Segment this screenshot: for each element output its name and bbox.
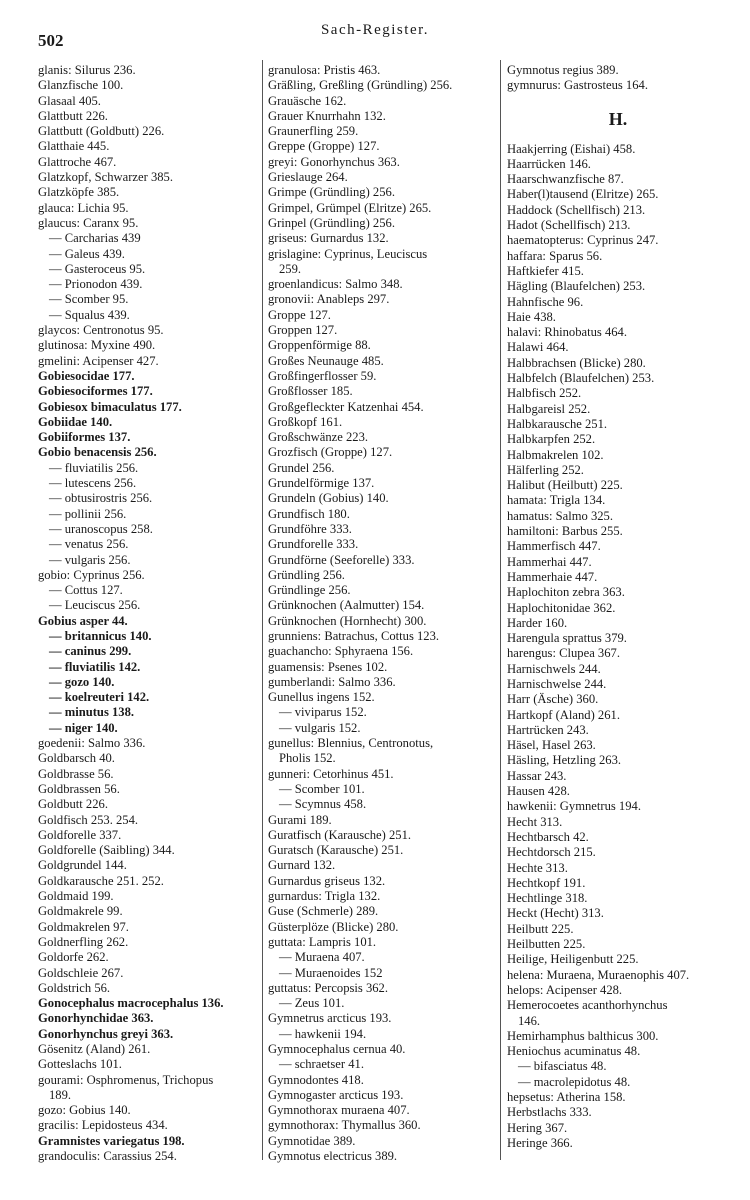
index-entry: Häsling, Hetzling 263. xyxy=(507,753,622,768)
index-entry: Hammerhai 447. xyxy=(507,554,592,569)
index-entry: gunneri: Cetorhinus 451. xyxy=(268,766,394,781)
index-entry: Goldorfe 262. xyxy=(38,950,109,965)
index-entry: gracilis: Lepidosteus 434. xyxy=(38,1118,168,1133)
index-entry: Hechtkopf 191. xyxy=(507,875,586,890)
index-entry: grislagine: Cyprinus, Leuciscus xyxy=(268,246,428,261)
index-entry: — Leuciscus 256. xyxy=(49,598,141,613)
index-entry: Grünknochen (Hornhecht) 300. xyxy=(268,613,427,628)
index-entry: Glatzkopf, Schwarzer 385. xyxy=(38,170,173,185)
index-entry: — Scymnus 458. xyxy=(279,797,367,812)
index-entry: — bifasciatus 48. xyxy=(518,1059,607,1074)
index-entry: goedenii: Salmo 336. xyxy=(38,736,146,751)
index-entry: Guratfisch (Karausche) 251. xyxy=(268,827,412,842)
index-entry: hamatus: Salmo 325. xyxy=(507,508,613,523)
index-entry: — Muraena 407. xyxy=(279,950,365,965)
index-entry: Gräßling, Greßling (Gründling) 256. xyxy=(268,78,453,93)
index-entry: Goldmaid 199. xyxy=(38,889,114,904)
index-entry: — fluviatilis 142. xyxy=(49,659,141,674)
index-entry: harengus: Clupea 367. xyxy=(507,646,620,661)
index-entry: Haakjerring (Eishai) 458. xyxy=(507,141,636,156)
index-entry: gurnardus: Trigla 132. xyxy=(268,889,381,904)
index-entry: Hammerfisch 447. xyxy=(507,539,601,554)
index-entry: Halbmakrelen 102. xyxy=(507,447,604,462)
index-entry: halavi: Rhinobatus 464. xyxy=(507,325,627,340)
index-entry: — Zeus 101. xyxy=(279,996,345,1011)
index-entry: Hausen 428. xyxy=(507,784,570,799)
index-entry: Grauer Knurrhahn 132. xyxy=(268,108,386,123)
index-entry: Halbkarpfen 252. xyxy=(507,432,596,447)
index-entry: — lutescens 256. xyxy=(49,476,137,491)
index-entry: hawkenii: Gymnetrus 194. xyxy=(507,799,641,814)
index-entry: Grundforelle 333. xyxy=(268,537,359,552)
index-entry: Herbstlachs 333. xyxy=(507,1105,592,1120)
index-entry: — macrolepidotus 48. xyxy=(518,1074,631,1089)
index-entry: Gründlinge 256. xyxy=(268,583,351,598)
index-entry: Großfingerflosser 59. xyxy=(268,368,377,383)
index-entry: Grundeln (Gobius) 140. xyxy=(268,491,389,506)
index-entry: Halbfelch (Blaufelchen) 253. xyxy=(507,371,655,386)
index-entry: Haddock (Schellfisch) 213. xyxy=(507,202,646,217)
index-entry: helops: Acipenser 428. xyxy=(507,982,623,997)
index-entry: Gurnard 132. xyxy=(268,858,336,873)
index-entry-continuation: 189. xyxy=(49,1087,72,1102)
index-entry: haffara: Sparus 56. xyxy=(507,248,603,263)
index-entry: glutinosa: Myxine 490. xyxy=(38,338,156,353)
index-entry: Harnischwels 244. xyxy=(507,661,601,676)
index-entry: Harder 160. xyxy=(507,615,568,630)
index-entry: Goldnerfling 262. xyxy=(38,934,129,949)
index-entry: Großgefleckter Katzenhai 454. xyxy=(268,399,424,414)
index-entry: Goldbrasse 56. xyxy=(38,766,114,781)
index-entry: — Squalus 439. xyxy=(49,307,130,322)
index-entry: Grieslauge 264. xyxy=(268,170,348,185)
index-entry: Güsterplöze (Blicke) 280. xyxy=(268,919,399,934)
index-entry: hamata: Trigla 134. xyxy=(507,493,606,508)
index-entry: Goldforelle 337. xyxy=(38,827,122,842)
index-entry: Groppen 127. xyxy=(268,323,338,338)
section-letter-heading: H. xyxy=(608,108,628,129)
index-entry: gmelini: Acipenser 427. xyxy=(38,353,159,368)
index-entry: — Cottus 127. xyxy=(49,583,123,598)
index-entry: — fluviatilis 256. xyxy=(49,460,139,475)
index-entry: hamiltoni: Barbus 255. xyxy=(507,524,623,539)
index-entry: — niger 140. xyxy=(49,720,118,735)
index-entry: Grauäsche 162. xyxy=(268,93,347,108)
index-entry: Gymnotidae 389. xyxy=(268,1133,356,1148)
index-entry: Gymnothorax muraena 407. xyxy=(268,1103,410,1118)
index-entry: Goldfisch 253. 254. xyxy=(38,812,139,827)
index-entry: — caninus 299. xyxy=(49,644,132,659)
index-entry: guttatus: Percopsis 362. xyxy=(268,980,388,995)
page-header-title: Sach-Register. xyxy=(320,22,430,38)
index-entry: — Muraenoides 152 xyxy=(279,965,383,980)
column-divider-2 xyxy=(500,60,501,1160)
index-entry: griseus: Gurnardus 132. xyxy=(268,231,389,246)
index-entry: Haarrücken 146. xyxy=(507,156,591,171)
index-entry: grunniens: Batrachus, Cottus 123. xyxy=(268,628,440,643)
index-entry: glauca: Lichia 95. xyxy=(38,200,129,215)
index-entry: haematopterus: Cyprinus 247. xyxy=(507,233,659,248)
index-entry: — Carcharias 439 xyxy=(49,231,141,246)
index-entry: Hartrücken 243. xyxy=(507,722,589,737)
index-entry: Guratsch (Karausche) 251. xyxy=(268,843,404,858)
index-entry: Hechtlinge 318. xyxy=(507,891,588,906)
index-entry: Häsel, Hasel 263. xyxy=(507,738,596,753)
index-entry: gymnothorax: Thymallus 360. xyxy=(268,1118,421,1133)
index-entry: Gobio benacensis 256. xyxy=(38,445,157,460)
index-entry: — britannicus 140. xyxy=(49,628,152,643)
index-entry: Hechtdorsch 215. xyxy=(507,845,596,860)
index-entry: Goldforelle (Saibling) 344. xyxy=(38,843,175,858)
index-entry: — Scomber 101. xyxy=(279,781,365,796)
index-entry: Glattbutt 226. xyxy=(38,108,108,123)
index-entry: Goldbrassen 56. xyxy=(38,781,120,796)
index-entry: Hechte 313. xyxy=(507,860,568,875)
index-entry: Heilige, Heiligenbutt 225. xyxy=(507,952,639,967)
index-entry: Goldgrundel 144. xyxy=(38,858,127,873)
index-entry: Gobiesociformes 177. xyxy=(38,384,153,399)
index-entry: Guse (Schmerle) 289. xyxy=(268,904,379,919)
index-entry: Gonorhynchus greyi 363. xyxy=(38,1026,174,1041)
index-entry: Grundel 256. xyxy=(268,460,335,475)
index-entry: guachancho: Sphyraena 156. xyxy=(268,644,414,659)
index-entry: Groppenförmige 88. xyxy=(268,338,371,353)
index-entry: Gymnetrus arcticus 193. xyxy=(268,1011,392,1026)
index-entry: Goldstrich 56. xyxy=(38,980,111,995)
index-entry: Haie 438. xyxy=(507,309,556,324)
index-entry-continuation: 259. xyxy=(279,261,302,276)
index-entry: Gonocephalus macrocephalus 136. xyxy=(38,996,224,1011)
index-entry: Heniochus acuminatus 48. xyxy=(507,1044,641,1059)
index-entry: guttata: Lampris 101. xyxy=(268,934,377,949)
index-entry: Heilbutt 225. xyxy=(507,921,574,936)
index-entry: Grundförne (Seeforelle) 333. xyxy=(268,552,415,567)
index-entry: Haftkiefer 415. xyxy=(507,263,584,278)
index-entry: Grinpel (Gründling) 256. xyxy=(268,215,395,230)
index-entry: Gymnogaster arcticus 193. xyxy=(268,1087,404,1102)
index-column-2 xyxy=(268,63,500,1164)
index-entry: Halbfisch 252. xyxy=(507,386,582,401)
index-entry: Großflosser 185. xyxy=(268,384,353,399)
index-entry: Goldbarsch 40. xyxy=(38,751,115,766)
index-entry: glanis: Silurus 236. xyxy=(38,63,136,77)
index-entry: Gründling 256. xyxy=(268,567,345,582)
index-entry-continuation: Pholis 152. xyxy=(279,751,336,766)
index-entry: Halibut (Heilbutt) 225. xyxy=(507,478,623,493)
index-entry: — pollinii 256. xyxy=(49,506,127,521)
index-entry: Hahnfische 96. xyxy=(507,294,584,309)
index-entry: Hecht 313. xyxy=(507,814,563,829)
index-entry: gumberlandi: Salmo 336. xyxy=(268,674,396,689)
index-entry: — Galeus 439. xyxy=(49,246,125,261)
index-entry: Hälferling 252. xyxy=(507,462,584,477)
index-entry: hepsetus: Atherina 158. xyxy=(507,1090,626,1104)
index-entry: Hemirhamphus balthicus 300. xyxy=(507,1028,659,1043)
index-entry: Grimpel, Grümpel (Elritze) 265. xyxy=(268,200,432,215)
index-entry: groenlandicus: Salmo 348. xyxy=(268,277,403,292)
index-entry: Gobius asper 44. xyxy=(38,613,128,628)
index-entry: — Scomber 95. xyxy=(49,292,129,307)
index-entry: Goldmakrelen 97. xyxy=(38,919,129,934)
index-entry: Harengula sprattus 379. xyxy=(507,631,627,646)
index-entry: Grundfisch 180. xyxy=(268,506,350,521)
index-entry: Gymnocephalus cernua 40. xyxy=(268,1042,406,1056)
index-entry: helena: Muraena, Muraenophis 407. xyxy=(507,967,690,982)
index-entry: Glattbutt (Goldbutt) 226. xyxy=(38,124,165,139)
index-entry: Goldmakrele 99. xyxy=(38,904,123,919)
index-entry: Glatthaie 445. xyxy=(38,139,110,154)
index-entry: guamensis: Psenes 102. xyxy=(268,659,388,674)
index-entry: Harr (Äsche) 360. xyxy=(507,692,599,707)
index-entry: Haber(l)tausend (Elritze) 265. xyxy=(507,187,659,202)
index-entry: Hägling (Blaufelchen) 253. xyxy=(507,279,646,294)
index-entry: gronovii: Anableps 297. xyxy=(268,292,390,307)
index-entry: Haarschwanzfische 87. xyxy=(507,172,624,187)
index-entry: Halbgareisl 252. xyxy=(507,401,591,416)
index-entry: — minutus 138. xyxy=(49,705,135,720)
index-entry: Grünknochen (Aalmutter) 154. xyxy=(268,598,425,613)
index-entry: — schraetser 41. xyxy=(279,1057,364,1072)
index-entry: Gobiesox bimaculatus 177. xyxy=(38,399,182,414)
index-entry: Glanzfische 100. xyxy=(38,78,124,93)
index-entry: Glatzköpfe 385. xyxy=(38,185,120,200)
index-entry: Hammerhaie 447. xyxy=(507,569,598,584)
index-entry: Goldkarausche 251. 252. xyxy=(38,873,164,888)
index-entry: Glattroche 467. xyxy=(38,154,117,169)
index-entry: — uranoscopus 258. xyxy=(49,521,153,536)
index-entry: — obtusirostris 256. xyxy=(49,491,153,506)
index-entry: — koelreuteri 142. xyxy=(49,690,150,705)
index-entry: — Prionodon 439. xyxy=(49,277,143,292)
index-entry: Haplochitonidae 362. xyxy=(507,600,616,615)
index-entry: — gozo 140. xyxy=(49,674,115,689)
index-entry: — viviparus 152. xyxy=(279,705,367,720)
index-entry: gobio: Cyprinus 256. xyxy=(38,567,145,582)
index-entry: Hering 367. xyxy=(507,1120,568,1135)
index-entry: Hassar 243. xyxy=(507,768,567,783)
index-entry: Heringe 366. xyxy=(507,1135,573,1150)
index-entry: Haplochiton zebra 363. xyxy=(507,585,625,600)
index-entry: Heckt (Hecht) 313. xyxy=(507,906,604,921)
index-entry: Großkopf 161. xyxy=(268,414,343,429)
index-entry: Grozfisch (Groppe) 127. xyxy=(268,445,393,460)
index-entry: — vulgaris 152. xyxy=(279,720,361,735)
index-entry: Groppe 127. xyxy=(268,307,331,322)
index-entry: Großschwänze 223. xyxy=(268,430,369,445)
column-divider-1 xyxy=(262,60,263,1160)
index-entry: Gonorhynchidae 363. xyxy=(38,1011,154,1026)
index-entry: Gurnardus griseus 132. xyxy=(268,873,386,888)
index-entry: Halbbrachsen (Blicke) 280. xyxy=(507,355,646,370)
index-entry: Goldbutt 226. xyxy=(38,797,108,812)
index-entry: — Gasteroceus 95. xyxy=(49,261,146,276)
index-entry: Gobiiformes 137. xyxy=(38,430,131,445)
index-entry: Heilbutten 225. xyxy=(507,937,586,952)
index-entry: glaycos: Centronotus 95. xyxy=(38,323,164,338)
index-entry: Gymnotus regius 389. xyxy=(507,63,619,77)
index-entry: gourami: Osphromenus, Trichopus xyxy=(38,1072,214,1087)
index-entry: Glasaal 405. xyxy=(38,93,101,108)
index-entry: Hartkopf (Aland) 261. xyxy=(507,707,620,722)
index-column-1 xyxy=(38,63,260,1164)
index-entry: Grundföhre 333. xyxy=(268,521,352,536)
index-entry: Grundelförmige 137. xyxy=(268,476,375,491)
index-entry: Gymnodontes 418. xyxy=(268,1072,364,1087)
index-entry: grandoculis: Carassius 254. xyxy=(38,1149,177,1164)
index-entry: Graunerfling 259. xyxy=(268,124,359,139)
index-entry: Hadot (Schellfisch) 213. xyxy=(507,218,631,233)
index-entry: gozo: Gobius 140. xyxy=(38,1103,131,1118)
index-entry-continuation: 146. xyxy=(518,1013,541,1028)
index-entry: Halawi 464. xyxy=(507,340,569,355)
index-column-3 xyxy=(507,63,729,1151)
index-entry: Großes Neunauge 485. xyxy=(268,353,384,368)
index-entry: Gunellus ingens 152. xyxy=(268,690,375,705)
index-entry: gymnurus: Gastrosteus 164. xyxy=(507,78,648,93)
index-entry: Gotteslachs 101. xyxy=(38,1057,122,1072)
index-entry: Gösenitz (Aland) 261. xyxy=(38,1042,151,1056)
index-entry: — venatus 256. xyxy=(49,537,129,552)
index-entry: Goldschleie 267. xyxy=(38,965,124,980)
index-entry: Greppe (Groppe) 127. xyxy=(268,139,380,154)
index-entry: — hawkenii 194. xyxy=(279,1026,367,1041)
index-entry: Gobiesocidae 177. xyxy=(38,368,135,383)
index-entry: Gobiidae 140. xyxy=(38,414,113,429)
index-entry: — vulgaris 256. xyxy=(49,552,131,567)
index-entry: Harnischwelse 244. xyxy=(507,676,607,691)
index-entry: Gymnotus electricus 389. xyxy=(268,1149,398,1164)
index-entry: Grimpe (Gründling) 256. xyxy=(268,185,395,200)
index-entry: Gurami 189. xyxy=(268,812,332,827)
index-entry: Gramnistes variegatus 198. xyxy=(38,1133,185,1148)
index-entry: Halbkarausche 251. xyxy=(507,416,608,431)
index-entry: gunellus: Blennius, Centronotus, xyxy=(268,736,434,751)
index-entry: granulosa: Pristis 463. xyxy=(268,63,381,77)
page-number: 502 xyxy=(38,31,64,50)
index-entry: Hechtbarsch 42. xyxy=(507,829,589,844)
index-entry: greyi: Gonorhynchus 363. xyxy=(268,154,400,169)
index-entry: Hemerocoetes acanthorhynchus xyxy=(507,998,668,1013)
index-entry: glaucus: Caranx 95. xyxy=(38,215,139,230)
